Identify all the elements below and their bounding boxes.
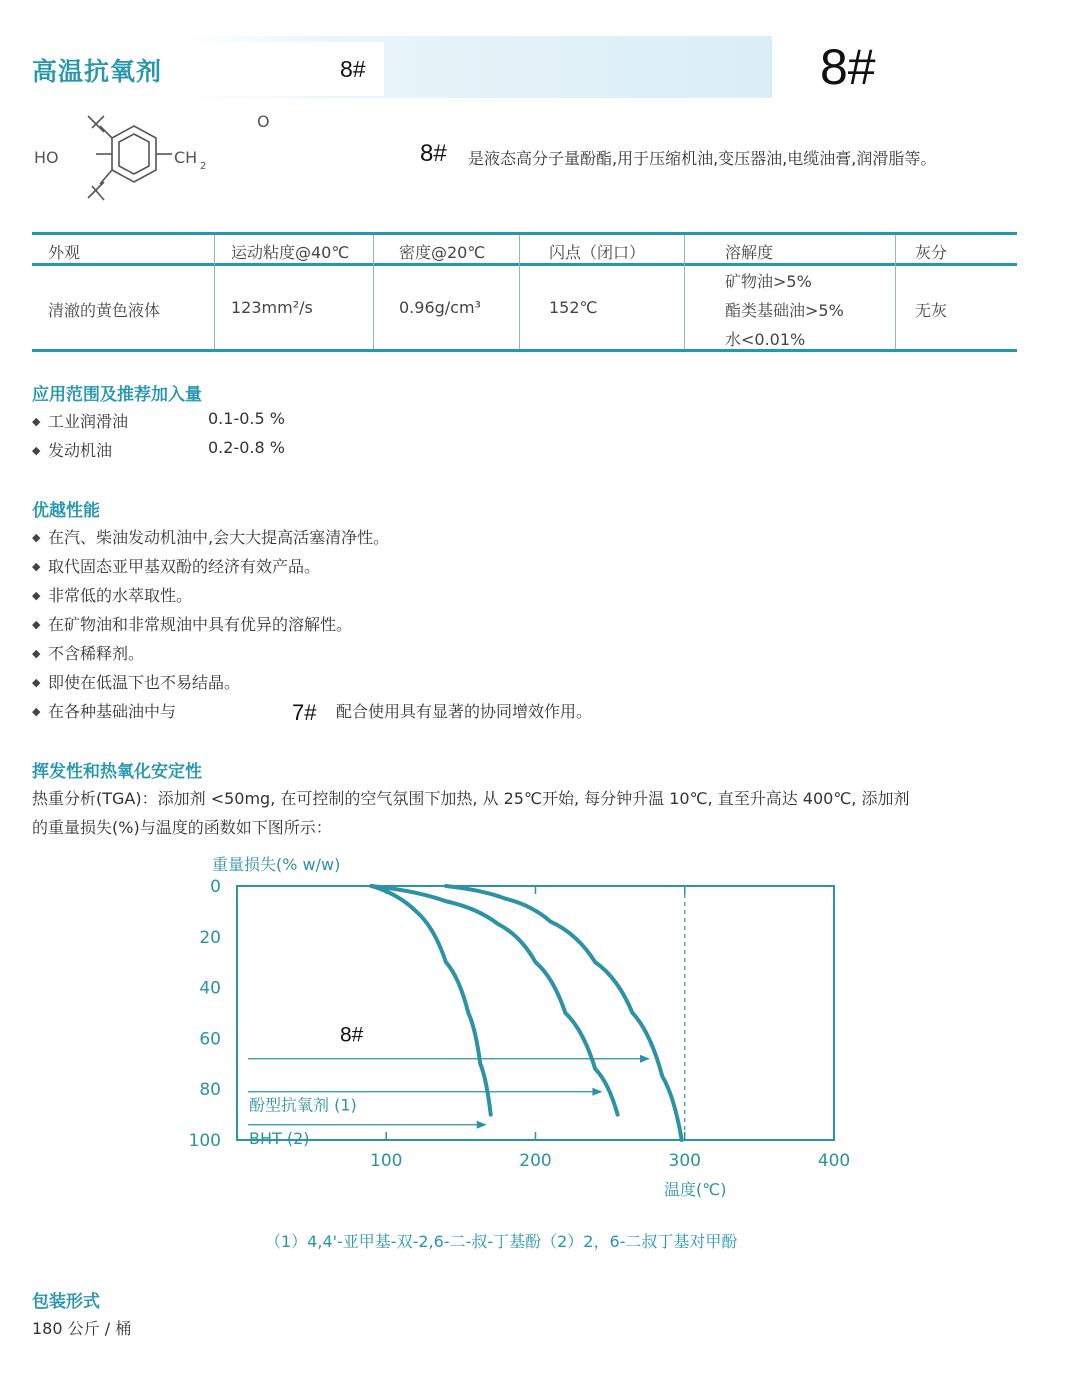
list-item: ◆ 非常低的水萃取性。: [32, 586, 193, 605]
structure-ch-label: CH: [174, 148, 198, 167]
chart-ylabel: 重量损失(% w/w): [212, 855, 341, 874]
y-tick-label: 80: [199, 1080, 221, 1101]
volatility-text-line1: 热重分析(TGA)：添加剂 <50mg, 在可控制的空气氛围下加热, 从 25℃开始, 每分钟升温 10℃, 直至升高达 400℃, 添加剂: [32, 789, 910, 808]
x-tick-label: 200: [519, 1151, 552, 1171]
bullet-icon: ◆: [32, 415, 41, 428]
intro-grade: 8#: [420, 140, 447, 167]
application-title: 应用范围及推荐加入量: [32, 385, 202, 405]
y-tick-label: 60: [199, 1029, 221, 1050]
appearance-value: 清澈的黄色液体: [48, 301, 161, 320]
x-tick-label: 400: [817, 1151, 851, 1171]
synergy-suffix: 配合使用具有显著的协同增效作用。: [336, 702, 593, 721]
table-header: 灰分: [915, 243, 948, 262]
series-curve: [371, 886, 617, 1115]
solubility-value: 矿物油>5%: [725, 272, 812, 291]
table-divider: [684, 235, 685, 349]
packaging-text: 180 公斤 / 桶: [32, 1319, 132, 1338]
table-rule-top: [32, 232, 1017, 235]
table-divider: [519, 235, 520, 349]
chart-caption: （1）4,4'-亚甲基-双-2,6-二-叔-丁基酚（2）2，6-二叔丁基对甲酚: [265, 1232, 738, 1251]
bullet-icon: ◆: [32, 560, 41, 573]
bullet-icon: ◆: [32, 444, 41, 457]
bullet-icon: ◆: [32, 705, 41, 718]
list-item: [32, 438, 112, 461]
table-divider: [214, 235, 215, 349]
series-arrow-head: [592, 1088, 602, 1096]
series-arrow-head: [640, 1055, 650, 1063]
bullet-icon: ◆: [32, 531, 41, 544]
y-tick-label: 40: [199, 978, 221, 999]
packaging-title: 包装形式: [32, 1292, 100, 1312]
header-grade-big: 8#: [820, 39, 876, 95]
table-header: 密度@20℃: [399, 243, 486, 262]
viscosity-value: 123mm²/s: [231, 298, 313, 317]
series-label: 酚型抗氧剂 (1): [249, 1095, 357, 1115]
y-tick-label: 20: [199, 927, 221, 948]
flash-point-value: 152℃: [549, 298, 598, 317]
spec-table: [32, 232, 1017, 352]
table-header: 闪点（闭口）: [549, 243, 646, 262]
list-item: ◆ 在矿物油和非常规油中具有优异的溶解性。: [32, 615, 353, 634]
list-item: ◆ 取代固态亚甲基双酚的经济有效产品。: [32, 557, 321, 576]
application-name: 发动机油: [48, 441, 113, 460]
table-divider: [373, 235, 374, 349]
list-item: ◆ 在各种基础油中与: [32, 702, 177, 721]
list-item: ◆ 在汽、柴油发动机油中,会大大提高活塞清净性。: [32, 528, 390, 547]
x-tick-label: 300: [668, 1151, 701, 1171]
structure-o-label: O: [257, 112, 270, 131]
solubility-value: 酯类基础油>5%: [725, 301, 844, 320]
table-rule-mid: [32, 263, 1017, 266]
series-curve: [371, 886, 490, 1115]
list-item: ◆ 不含稀释剂。: [32, 644, 145, 663]
tga-chart: [180, 850, 870, 1210]
table-divider: [895, 235, 896, 349]
volatility-text-line2: 的重量损失(%)与温度的函数如下图所示：: [32, 818, 332, 837]
page-title: 高温抗氧剂: [32, 57, 163, 86]
volatility-title: 挥发性和热氧化安定性: [32, 762, 202, 782]
intro-text: 是液态高分子量酚酯,用于压缩机油,变压器油,电缆油膏,润滑脂等。: [468, 149, 937, 168]
table-header: 外观: [48, 243, 81, 262]
y-tick-label: 0: [210, 877, 221, 897]
chart-xlabel: 温度(℃): [664, 1180, 727, 1199]
y-tick-label: 100: [188, 1131, 221, 1151]
bullet-icon: ◆: [32, 618, 41, 631]
performance-title: 优越性能: [32, 501, 100, 521]
density-value: 0.96g/cm³: [399, 298, 481, 317]
series-arrow-head: [477, 1121, 487, 1129]
ash-value: 无灰: [915, 301, 948, 320]
table-header: 溶解度: [725, 243, 774, 262]
solubility-value: 水<0.01%: [725, 330, 806, 349]
table-rule-bottom: [32, 349, 1017, 352]
application-dose: 0.2-0.8 %: [208, 438, 285, 457]
synergy-grade: 7#: [292, 700, 317, 725]
series-label: 8#: [340, 1023, 364, 1047]
list-item: ◆ 即使在低温下也不易结晶。: [32, 673, 241, 692]
application-dose: 0.1-0.5 %: [208, 409, 285, 428]
bullet-icon: ◆: [32, 647, 41, 660]
series-label: BHT (2): [249, 1128, 310, 1148]
table-header: 运动粘度@40℃: [231, 243, 350, 262]
structure-ho-label: HO: [34, 148, 59, 167]
bullet-icon: ◆: [32, 589, 41, 602]
application-name: 工业润滑油: [48, 412, 129, 431]
x-tick-label: 100: [370, 1151, 403, 1171]
header-grade-small: 8#: [340, 56, 366, 82]
bullet-icon: ◆: [32, 676, 41, 689]
molecule-structure-icon: [30, 108, 220, 208]
structure-sub-label: 2: [200, 161, 207, 172]
list-item: [32, 409, 128, 432]
